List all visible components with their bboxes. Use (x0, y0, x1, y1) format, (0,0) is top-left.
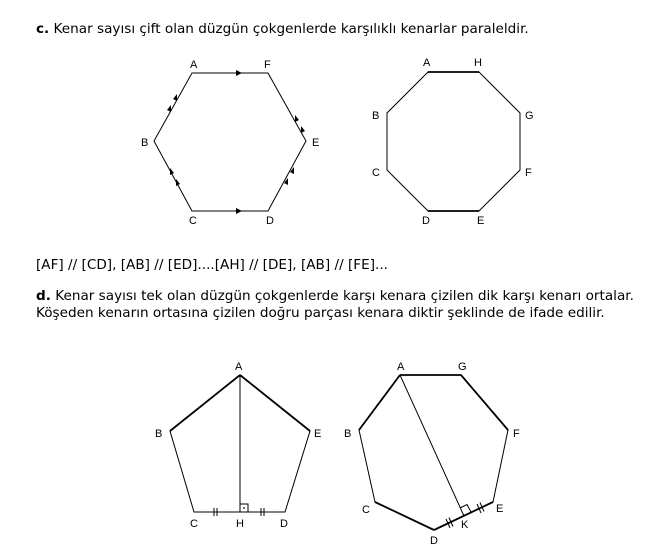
hexagon-label-d: D (266, 215, 274, 227)
octagon-label-a: A (423, 57, 431, 69)
pentagon-figure (155, 361, 321, 530)
pentagon-side-ab (170, 375, 240, 431)
hexagon-arrow-cd (236, 208, 242, 214)
pentagon-label-h: H (236, 518, 244, 530)
pentagon-label-d: D (280, 518, 288, 530)
heptagon-label-c: C (362, 504, 370, 516)
octagon-label-b: B (372, 110, 380, 122)
heptagon-label-g: G (458, 361, 467, 373)
heptagon-figure (344, 361, 520, 547)
heptagon-shape (359, 375, 508, 530)
hexagon-label-c: C (189, 215, 197, 227)
octagon-label-d: D (422, 215, 430, 227)
hexagon-shape (154, 73, 306, 211)
heptagon-label-b: B (344, 428, 352, 440)
hexagon-label-e: E (312, 137, 320, 149)
octagon-label-e: E (477, 215, 485, 227)
heptagon-label-d: D (430, 535, 438, 547)
hexagon-figure (141, 59, 319, 227)
hexagon-label-f: F (264, 59, 271, 71)
heptagon-side-cd (375, 502, 434, 530)
pentagon-label-b: B (155, 428, 163, 440)
octagon-label-c: C (372, 167, 380, 179)
pentagon-label-e: E (314, 428, 322, 440)
heptagon-label-a: A (397, 361, 405, 373)
heptagon-side-ab (359, 375, 400, 430)
hexagon-label-b: B (141, 137, 149, 149)
pentagon-label-c: C (190, 518, 198, 530)
octagon-figure (372, 57, 534, 227)
octagon-label-g: G (525, 110, 534, 122)
hexagon-double-arrow-ed (284, 167, 294, 185)
pentagon-right-angle-dot (243, 507, 245, 509)
octagon-shape (387, 72, 520, 211)
octagon-label-h: H (474, 57, 482, 69)
section-c-letter: c. (36, 21, 50, 37)
section-c-text: Kenar sayısı çift olan düzgün çokgenlerde karşılıklı kenarlar paraleldir. (49, 21, 529, 37)
parallel-relations-text: [AF] // [CD], [AB] // [ED]....[AH] // [DE], [AB] // [FE]... (36, 257, 388, 273)
section-d-letter: d. (36, 288, 51, 304)
heptagon-side-gf (461, 375, 508, 430)
heptagon-segment-ak (400, 375, 464, 516)
hexagon-double-arrow-bc (170, 168, 180, 186)
hexagon-arrow-af (236, 70, 242, 76)
pentagon-label-a: A (235, 361, 243, 373)
heptagon-label-e: E (496, 503, 504, 515)
heptagon-label-f: F (513, 428, 520, 440)
hexagon-label-a: A (190, 59, 198, 71)
pentagon-side-ae (240, 375, 310, 431)
heptagon-label-k: K (461, 519, 469, 531)
section-d-text: Kenar sayısı tek olan düzgün çokgenlerde karşı kenara çizilen dik karşı kenarı ortalar. Köşeden kenarın ortasına çizilen doğru parçası kenara diktir şeklinde de ifade edilir. (36, 288, 634, 321)
octagon-label-f: F (525, 167, 532, 179)
